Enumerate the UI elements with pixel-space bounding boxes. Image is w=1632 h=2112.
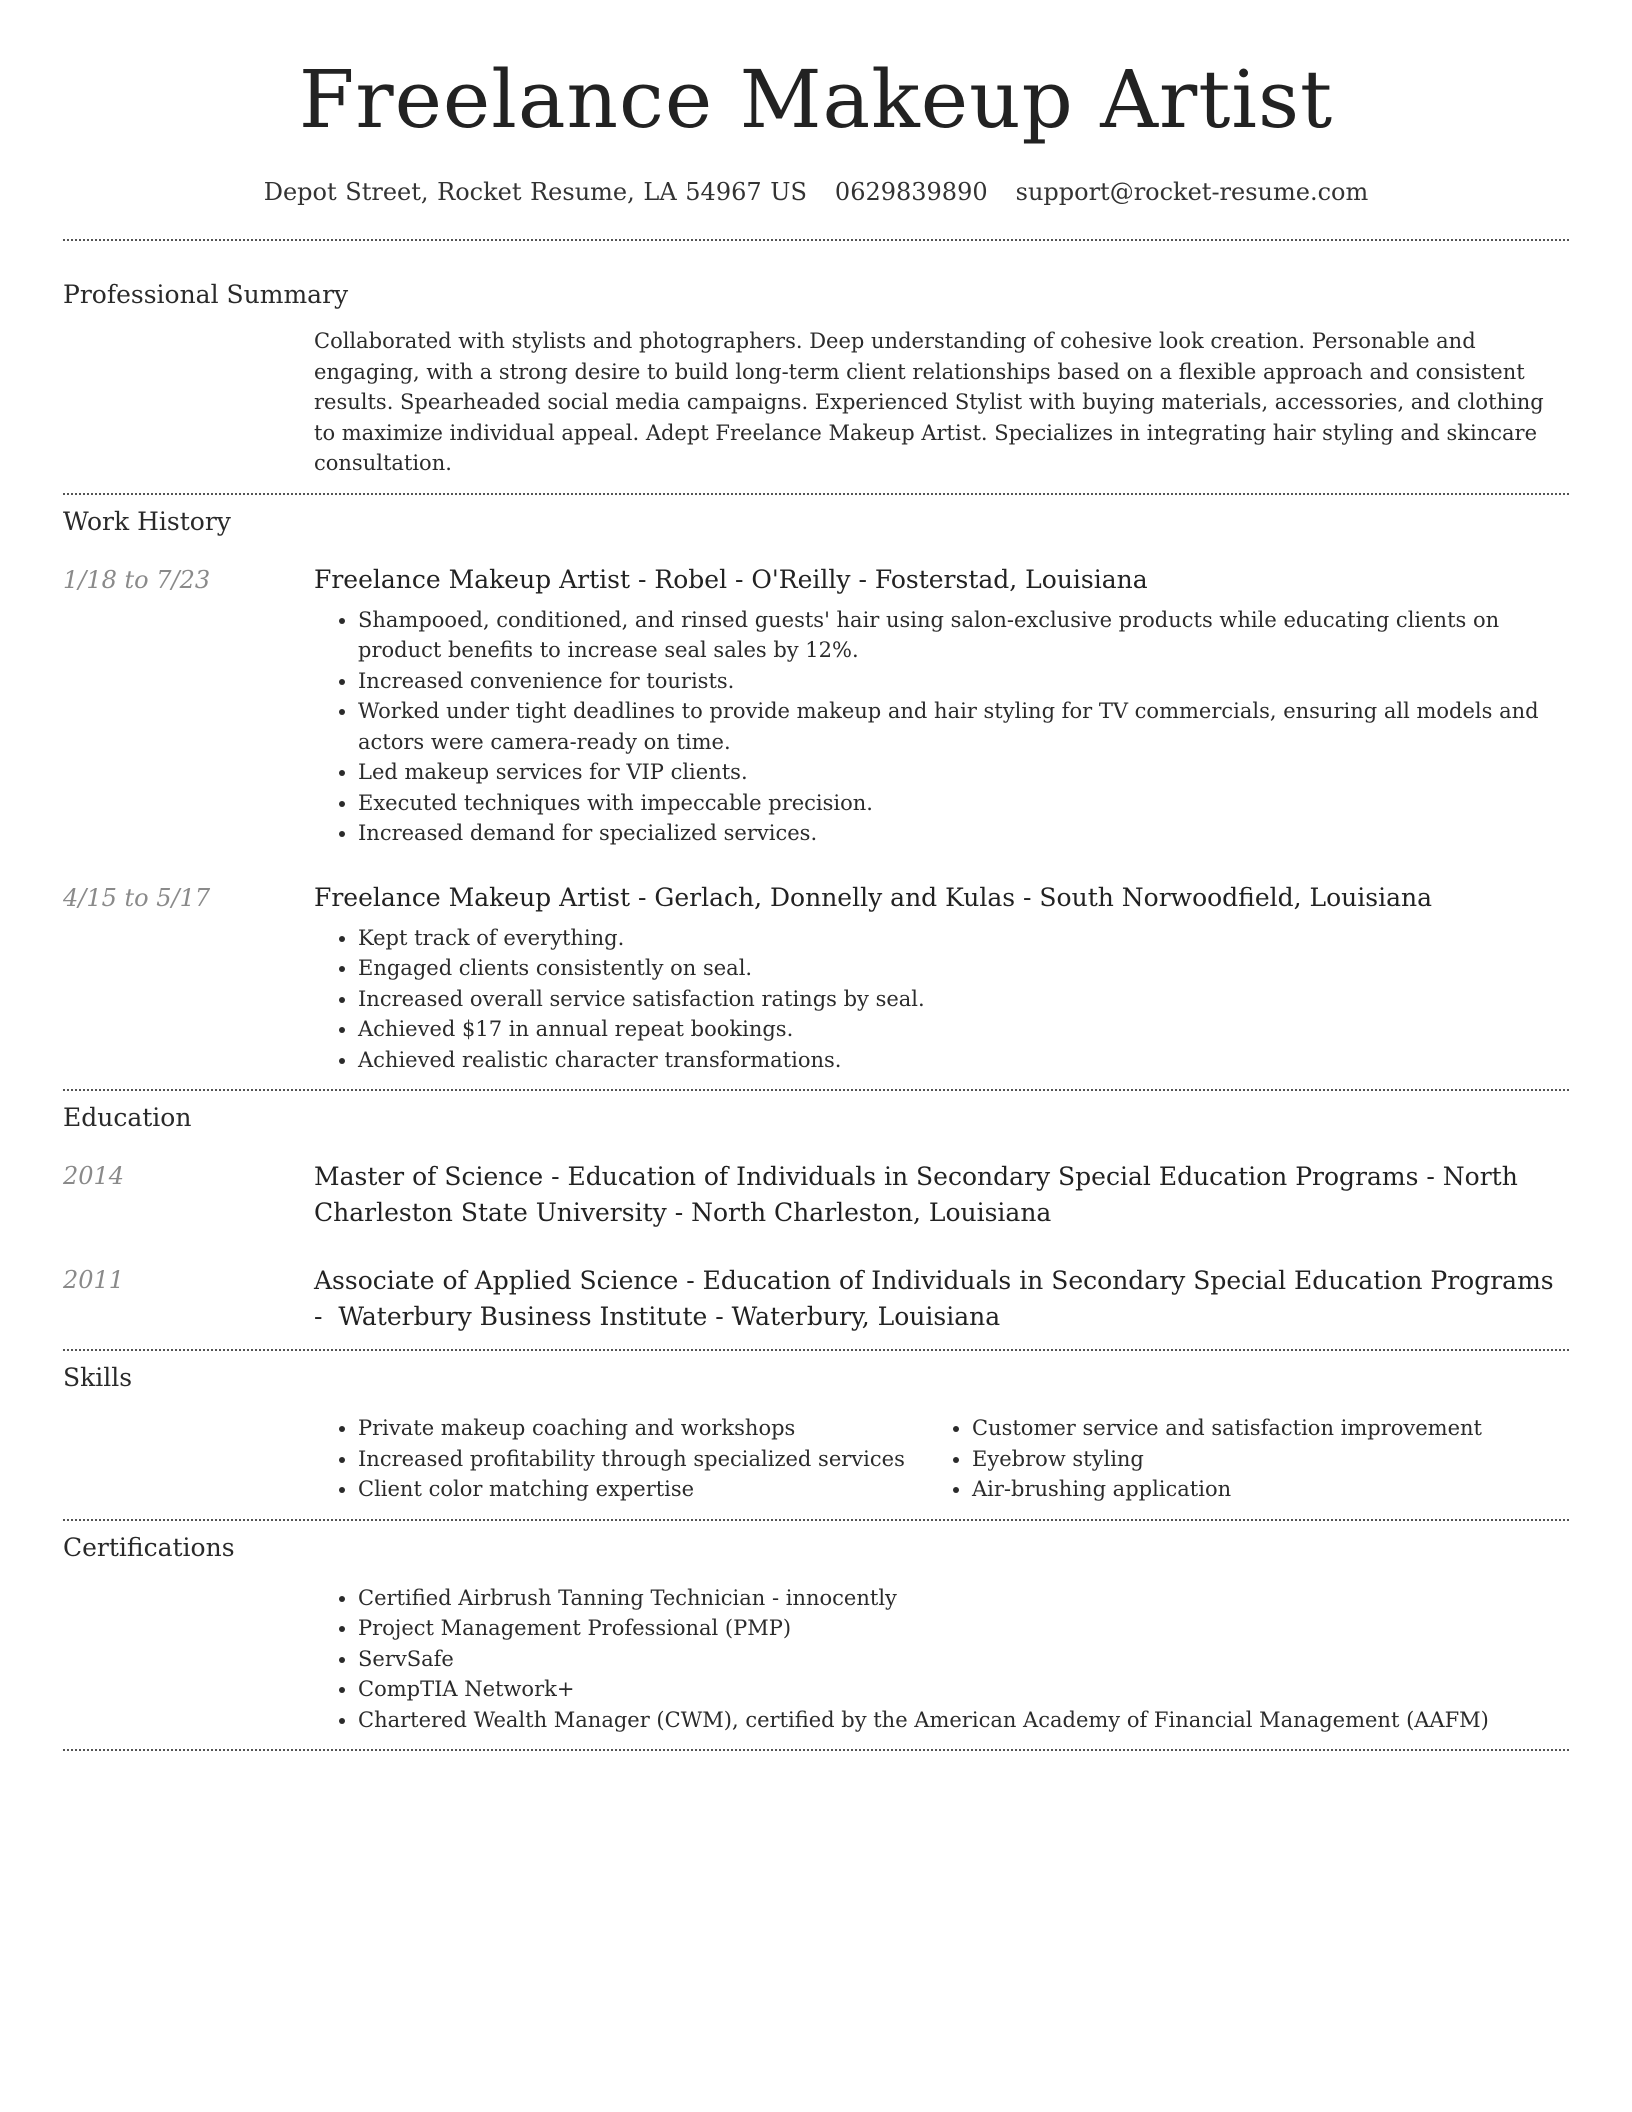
section-title-skills: Skills <box>63 1363 133 1392</box>
section-title-work-history: Work History <box>63 506 231 536</box>
resume-header <box>63 0 1569 206</box>
contact-phone: 0629839890 <box>834 178 988 206</box>
list-item: • Increased demand for specialized services. <box>358 818 1569 849</box>
contact-address: Depot Street, Rocket Resume, LA 54967 US <box>263 178 807 206</box>
education-year: 2011 <box>63 1266 125 1294</box>
list-item: • Engaged clients consistently on seal. <box>358 953 1569 984</box>
list-item: • Led makeup services for VIP clients. <box>358 757 1569 788</box>
list-item: • Worked under tight deadlines to provide makeup and hair styling for TV commercials, ensuring all models and actors were camera-ready on time. <box>358 696 1569 757</box>
list-item: • Increased convenience for tourists. <box>358 666 1569 697</box>
list-item: • Air-brushing application <box>972 1474 1482 1505</box>
divider <box>63 1749 1569 1751</box>
education-heading: Associate of Applied Science - Education of Individuals in Secondary Special Education Programs - Waterbury Business Institute - Waterbury, Louisiana <box>314 1266 1562 1331</box>
skills-grid <box>314 1413 1569 1505</box>
work-history-section <box>63 495 1569 1076</box>
education-section <box>63 1091 1569 1335</box>
job-bullets <box>314 923 1569 1076</box>
list-item: • Chartered Wealth Manager (CWM), certified by the American Academy of Financial Management (AAFM) <box>358 1705 1569 1736</box>
list-item: • Client color matching expertise <box>358 1474 928 1505</box>
list-item: • Certified Airbrush Tanning Technician - innocently <box>358 1583 1569 1614</box>
contact-line <box>63 178 1569 206</box>
list-item: • Achieved $17 in annual repeat bookings. <box>358 1014 1569 1045</box>
list-item: • CompTIA Network+ <box>358 1674 1569 1705</box>
education-year: 2014 <box>63 1162 125 1190</box>
job-dates: 4/15 to 5/17 <box>63 883 211 912</box>
candidate-name: Freelance Makeup Artist <box>298 53 1334 146</box>
section-title-certifications: Certifications <box>63 1532 235 1562</box>
section-title-education: Education <box>63 1103 192 1132</box>
list-item: • Shampooed, conditioned, and rinsed guests' hair using salon-exclusive products while educating clients on product benefits to increase seal sales by 12%. <box>358 605 1569 666</box>
list-item: • ServSafe <box>358 1644 1569 1675</box>
skills-list <box>928 1413 1482 1505</box>
education-heading: Master of Science - Education of Individuals in Secondary Special Education Programs - North Charleston State University - North Charleston, Louisiana <box>314 1162 1518 1227</box>
education-entry <box>63 1263 1569 1335</box>
list-item: • Private makeup coaching and workshops <box>358 1413 928 1444</box>
list-item: • Eyebrow styling <box>972 1444 1482 1475</box>
job-dates: 1/18 to 7/23 <box>63 565 211 594</box>
skills-list <box>314 1413 928 1505</box>
skills-section <box>63 1351 1569 1505</box>
job-heading: Freelance Makeup Artist - Robel - O'Reilly - Fosterstad, Louisiana <box>314 564 1148 594</box>
education-entry <box>63 1159 1569 1231</box>
section-title-summary: Professional Summary <box>63 280 349 309</box>
job-heading: Freelance Makeup Artist - Gerlach, Donnelly and Kulas - South Norwoodfield, Louisiana <box>314 882 1433 912</box>
summary-text: Collaborated with stylists and photographers. Deep understanding of cohesive look creation. Personable and engaging, with a strong desire to build long-term client relationships based on a flexible approach and consistent results. Spearheaded social media campaigns. Experienced Stylist with buying materials, accessories, and clothing to maximize individual appeal. Adept Freelance Makeup Artist. Specializes in integrating hair styling and skincare consultation. <box>314 329 1544 475</box>
summary-section <box>63 241 1569 479</box>
list-item: • Increased overall service satisfaction ratings by seal. <box>358 984 1569 1015</box>
list-item: • Increased profitability through specialized services <box>358 1444 928 1475</box>
certifications-list <box>314 1583 1569 1736</box>
list-item: • Kept track of everything. <box>358 923 1569 954</box>
list-item: • Customer service and satisfaction improvement <box>972 1413 1482 1444</box>
list-item: • Achieved realistic character transformations. <box>358 1045 1569 1076</box>
list-item: • Project Management Professional (PMP) <box>358 1613 1569 1644</box>
certifications-section <box>63 1521 1569 1736</box>
job-entry <box>63 563 1569 849</box>
contact-email: support@rocket-resume.com <box>1015 178 1369 206</box>
list-item: • Executed techniques with impeccable precision. <box>358 788 1569 819</box>
job-bullets <box>314 605 1569 849</box>
job-entry <box>63 881 1569 1076</box>
